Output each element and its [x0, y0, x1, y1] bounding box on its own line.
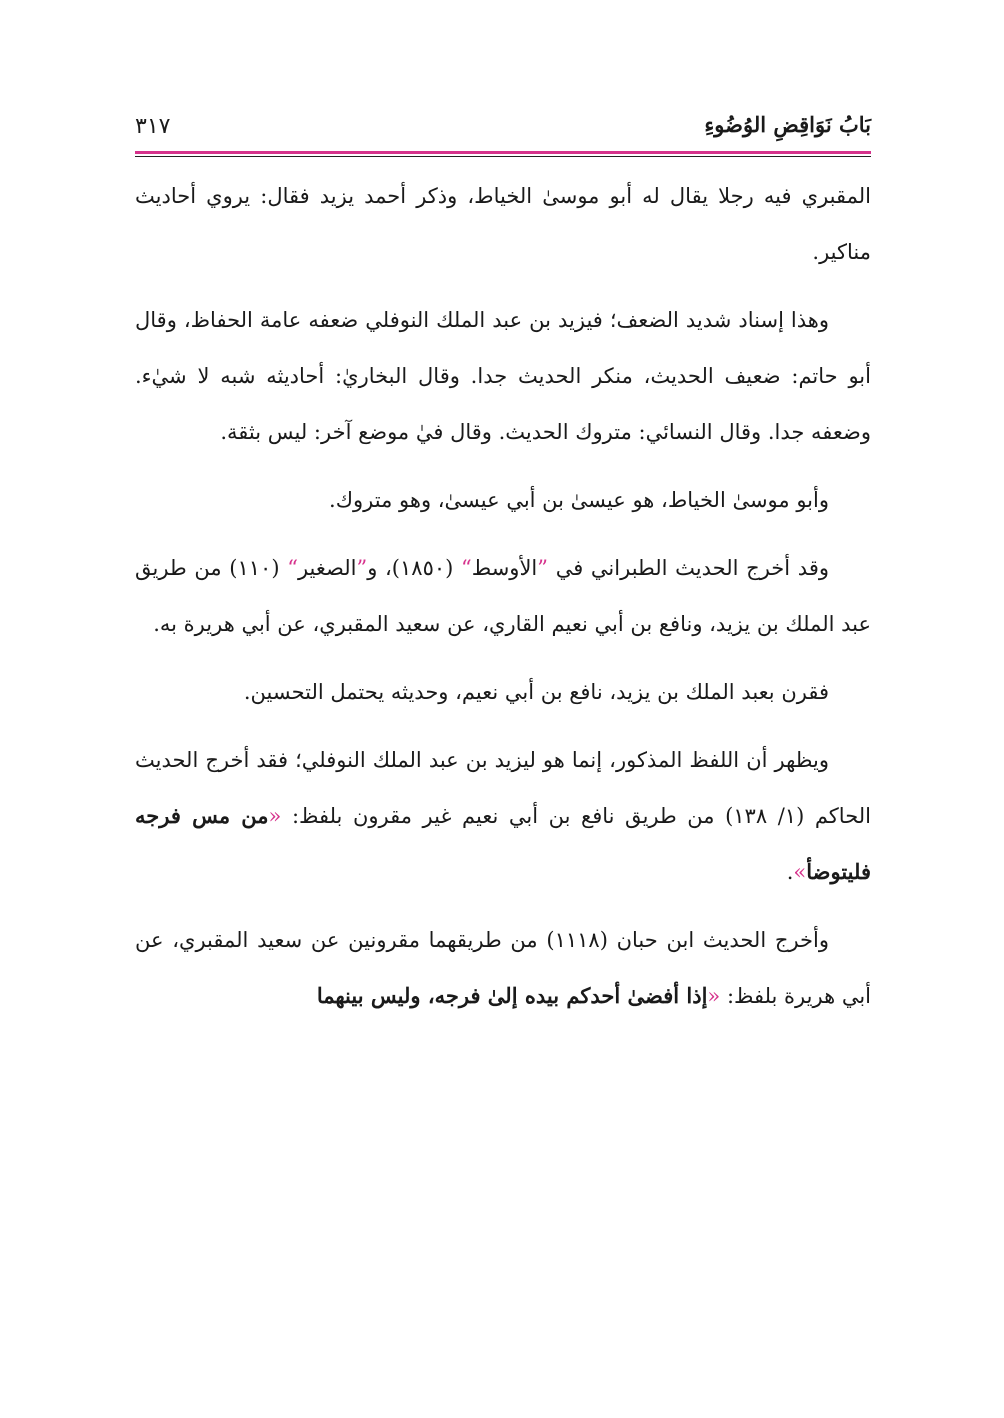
quote-mark-open: ” [356, 556, 368, 580]
paragraph-1: المقبري فيه رجلا يقال له أبو موسىٰ الخياط، وذكر أحمد يزيد فقال: يروي أحاديث مناكير. [135, 184, 871, 264]
hadith-quote-open: « [268, 804, 282, 828]
paragraph-4-text-2: (١٨٥٠)، و [367, 556, 462, 580]
quote-mark-close: “ [287, 556, 298, 580]
header-rule-pink [135, 151, 871, 154]
quote-mark-close: “ [461, 556, 472, 580]
paragraph-4 [135, 540, 871, 652]
hadith-quote-close: » [793, 860, 807, 884]
chapter-title: بَابُ نَوَاقِضِ الوُضُوءِ [704, 112, 871, 137]
book-title-awsat: الأوسط [471, 556, 538, 580]
paragraph-7-text-1: وأخرج الحديث ابن حبان (١١١٨) من طريقهما مقرونين عن سعيد المقبري، عن أبي هريرة بلفظ: [135, 928, 871, 1008]
hadith-quote-open: « [707, 984, 721, 1008]
paragraph-6-text-1: ويظهر أن اللفظ المذكور، إنما هو ليزيد بن عبد الملك النوفلي؛ فقد أخرج الحديث الحاكم (١/ ١٣٨) من طريق نافع بن أبي نعيم غير مقرون بلفظ: [135, 748, 871, 828]
page-body [135, 168, 871, 1036]
paragraph-4-text-1: وقد أخرج الحديث الطبراني في [548, 556, 830, 580]
hadith-text: إذا أفضىٰ أحدكم بيده إلىٰ فرجه، وليس بينهما [316, 983, 708, 1008]
paragraph-7 [135, 912, 871, 1024]
page-header [135, 108, 871, 154]
header-rule-black [135, 156, 871, 157]
quote-mark-open: ” [537, 556, 549, 580]
paragraph-2: وهذا إسناد شديد الضعف؛ فيزيد بن عبد الملك النوفلي ضعفه عامة الحفاظ، وقال أبو حاتم: ضعيف الحديث، منكر الحديث جدا. وقال البخاريٰ: أحاديثه شبه لا شيٰء. وضعفه جدا. وقال النسائي: متروك الحديث. وقال فيٰ موضع آخر: ليس بثقة. [135, 308, 871, 444]
paragraph-6-text-2: . [786, 860, 794, 884]
paragraph-4-text-3: (١١٠) من طريق عبد الملك بن يزيد، ونافع بن أبي نعيم القاري، عن سعيد المقبري، عن أبي هريرة به. [135, 556, 871, 636]
paragraph-6 [135, 732, 871, 900]
book-title-saghir: الصغير [297, 556, 357, 580]
page-number: ٣١٧ [135, 114, 171, 139]
hadith-text: من مس فرجه فليتوضأ [135, 803, 871, 884]
paragraph-3: وأبو موسىٰ الخياط، هو عيسىٰ بن أبي عيسىٰ، وهو متروك. [329, 488, 829, 512]
paragraph-5: فقرن بعبد الملك بن يزيد، نافع بن أبي نعيم، وحديثه يحتمل التحسين. [243, 680, 829, 704]
